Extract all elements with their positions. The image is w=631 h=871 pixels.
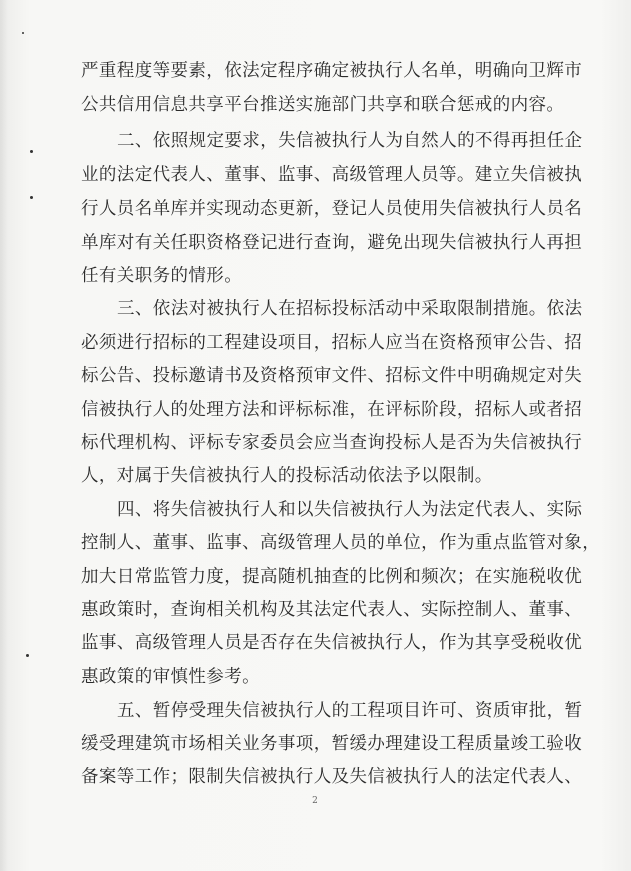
scan-speck: [30, 150, 33, 153]
text-line: 业的法定代表人、董事、监事、高级管理人员等。建立失信被执: [81, 165, 583, 185]
text-line: 惠政策时，查询相关机构及其法定代表人、实际控制人、董事、: [81, 600, 583, 620]
text-line: 行人员名单库并实现动态更新，登记人员使用失信被执行人员名: [81, 199, 583, 219]
text-line: 五、暂停受理失信被执行人的工程项目许可、资质审批，暂: [117, 701, 583, 721]
text-line: 惠政策的审慎性参考。: [81, 667, 260, 687]
text-line: 信被执行人的处理方法和评标标准，在评标阶段，招标人或者招: [81, 400, 583, 420]
scan-speck: [22, 32, 24, 34]
text-line: 监事、高级管理人员是否存在失信被执行人，作为其享受税收优: [81, 633, 583, 653]
text-line: 二、依照规定要求，失信被执行人为自然人的不得再担任企: [117, 131, 583, 151]
text-line: 严重程度等要素，依法定程序确定被执行人名单，明确向卫辉市: [81, 61, 583, 81]
scan-shadow: [0, 0, 8, 871]
page-number: 2: [312, 796, 318, 806]
text-line: 任有关职务的情形。: [81, 266, 243, 286]
text-line: 控制人、董事、监事、高级管理人员的单位，作为重点监管对象，: [81, 533, 601, 553]
text-line: 必须进行招标的工程建设项目，招标人应当在资格预审公告、招: [81, 333, 583, 353]
text-line: 标公告、投标邀请书及资格预审文件、招标文件中明确规定对失: [81, 366, 583, 386]
text-line: 单库对有关任职资格登记进行查询，避免出现失信被执行人再担: [81, 233, 583, 253]
text-line: 缓受理建筑市场相关业务事项，暂缓办理建设工程质量竣工验收: [81, 734, 583, 754]
text-line: 人，对属于失信被执行人的投标活动依法予以限制。: [81, 466, 493, 486]
text-line: 三、依法对被执行人在招标投标活动中采取限制措施。依法: [117, 299, 583, 319]
scan-speck: [30, 196, 33, 199]
text-line: 加大日常监管力度，提高随机抽查的比例和频次；在实施税收优: [81, 567, 583, 587]
text-line: 备案等工作；限制失信被执行人及失信被执行人的法定代表人、: [81, 767, 583, 787]
text-line: 标代理机构、评标专家委员会应当查询投标人是否为失信被执行: [81, 433, 583, 453]
text-line: 公共信用信息共享平台推送实施部门共享和联合惩戒的内容。: [81, 95, 565, 115]
scan-speck: [26, 654, 29, 657]
text-line: 四、将失信被执行人和以失信被执行人为法定代表人、实际: [117, 500, 583, 520]
